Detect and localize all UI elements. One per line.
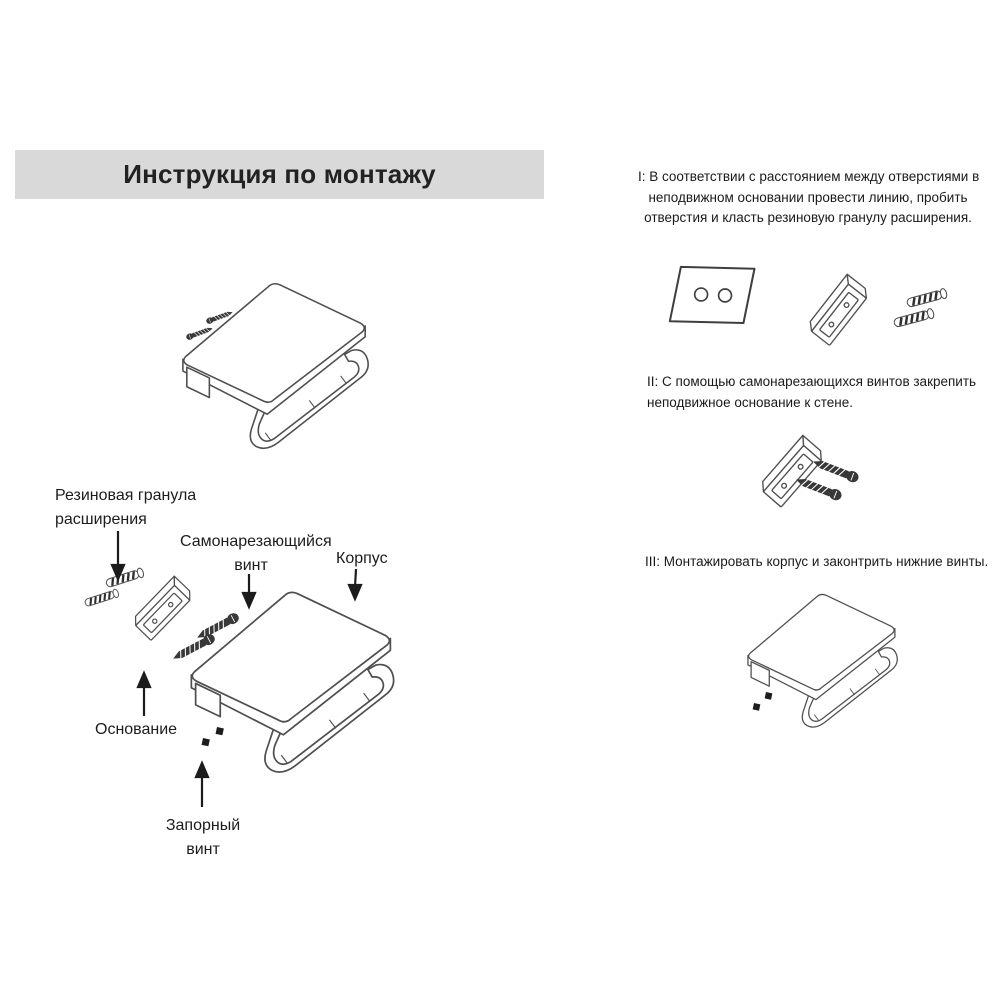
anchor-icon — [84, 588, 120, 607]
bracket-icon — [806, 274, 871, 345]
step-3-line-1: III: Монтажировать корпус и законтрить нижние винты. — [645, 554, 989, 569]
bracket-icon — [131, 576, 194, 640]
step-2-illustration — [758, 435, 860, 507]
product-icon — [183, 284, 368, 449]
arrow-up-icon — [196, 763, 208, 807]
arrow-down-icon — [112, 531, 124, 579]
title-banner — [15, 150, 544, 199]
arrow-down-icon — [243, 574, 255, 607]
step-2-text — [647, 372, 987, 413]
step-1-illustration — [670, 267, 948, 346]
product-icon — [191, 592, 393, 772]
label-self-tapping-screw: Самонарезающийся винт — [180, 533, 332, 574]
anchor-icon — [906, 288, 948, 308]
template-icon — [670, 267, 755, 323]
label-base: Основание — [95, 721, 178, 738]
anchor-icon — [893, 308, 935, 328]
step-2-line-2: неподвижное основание к стене. — [647, 394, 853, 410]
step-1-line-1: I: В соответствии с расстоянием между отверстиями в — [638, 169, 980, 184]
step-2-line-1: II: С помощью самонарезающихся винтов закрепить — [647, 374, 977, 389]
page-title: Инструкция по монтажу — [123, 159, 436, 189]
label-locking-screw: Запорный винт — [165, 817, 241, 858]
step-3-illustration — [748, 594, 897, 727]
set-screw-icon — [753, 703, 761, 711]
arrow-down-icon — [349, 569, 361, 599]
step-1-text — [638, 167, 978, 229]
anchor-icon — [105, 567, 145, 588]
set-screw-icon — [765, 692, 773, 700]
step-1-line-3: отверстия и класть резиновую гранулу расширения. — [644, 210, 972, 225]
label-rubber-plug: Резиновая гранула расширения — [55, 487, 197, 528]
step-1-line-2: неподвижном основании провести линию, пробить — [648, 189, 968, 205]
assembled-product-drawing — [183, 284, 368, 449]
bracket-icon — [758, 435, 826, 507]
arrow-up-icon — [138, 673, 150, 716]
label-body: Корпус — [336, 550, 388, 567]
set-screw-icon — [216, 727, 224, 735]
product-icon — [748, 594, 897, 727]
step-3-text — [645, 552, 995, 573]
